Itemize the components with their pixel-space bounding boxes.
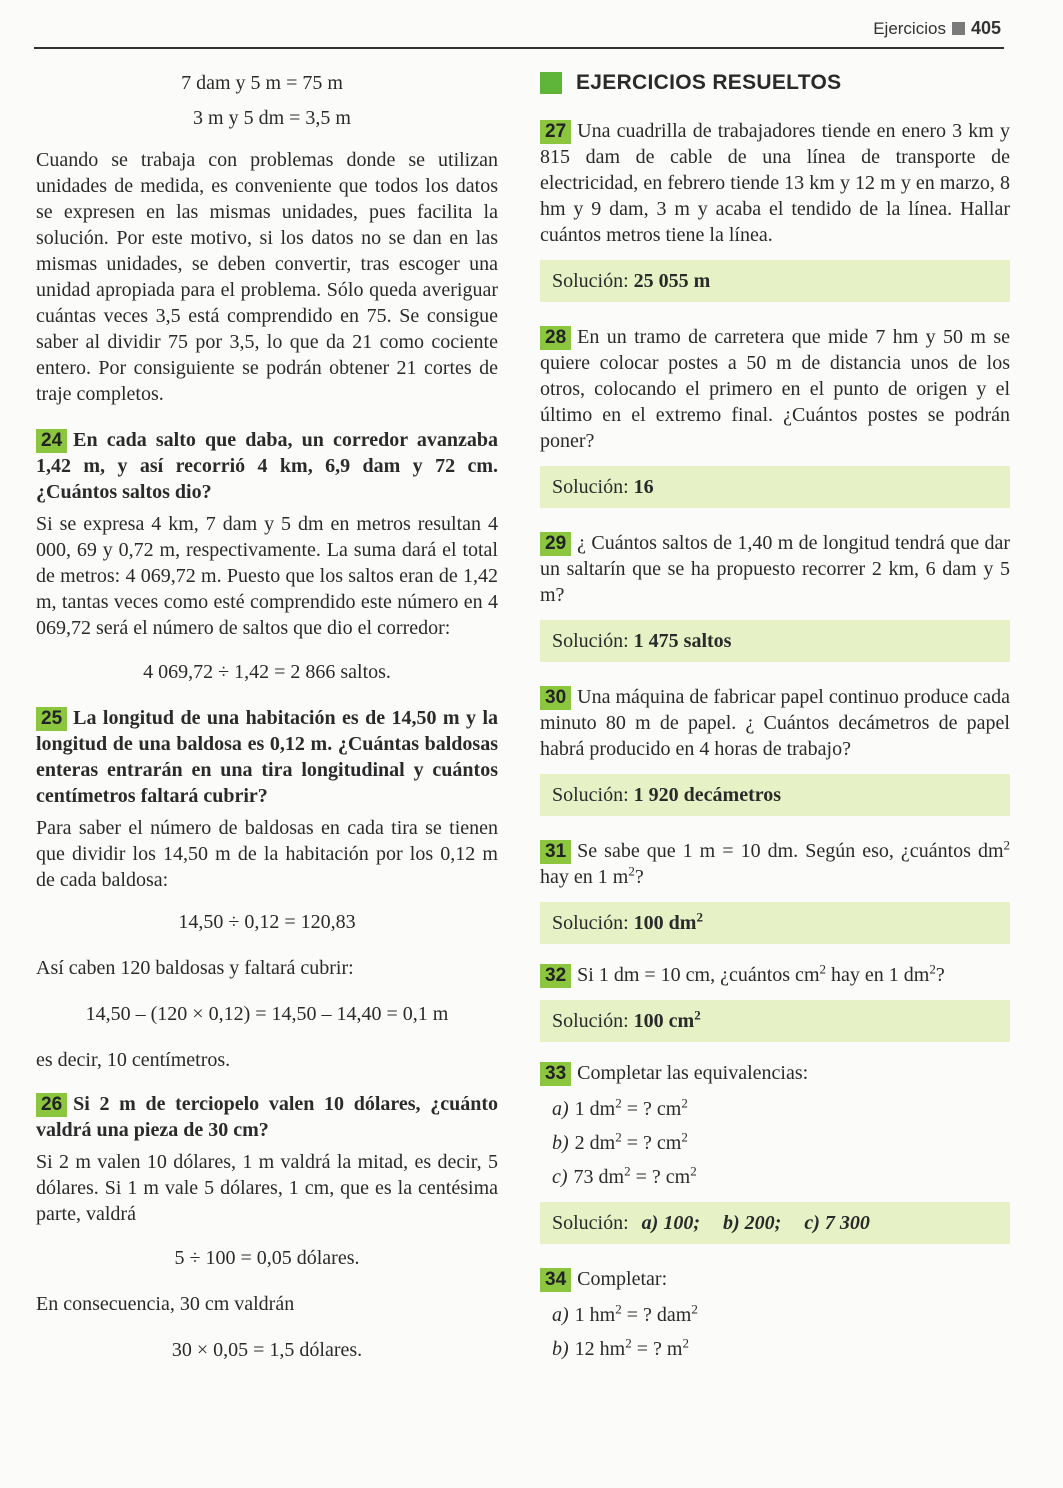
problem-number: 27	[540, 120, 571, 144]
solution-box	[540, 1000, 1010, 1042]
question-text: ¿ Cuántos saltos de 1,40 m de longitud tendrá que dar un saltarín que se ha propuesto recorrer 2 km, 6 dam y 5 m?	[540, 532, 1010, 606]
left-column	[36, 70, 498, 1363]
problem-31	[540, 838, 1010, 890]
section-name: Ejercicios	[873, 18, 946, 38]
paragraph: es decir, 10 centímetros.	[36, 1049, 231, 1071]
exponent: 2	[696, 909, 703, 925]
list-item: c) 73 $dm^2$ = ? $cm^2$	[552, 1163, 697, 1188]
problem-26-answer: Si 2 m valen 10 dólares, 1 m valdrá la mitad, es decir, 5 dólares. Si 1 m vale 5 dólares, 1 cm, que es la centésima parte, valdrá	[36, 1151, 498, 1225]
problem-29	[540, 530, 1010, 608]
solution-value: 1 475 saltos	[633, 630, 732, 652]
solution-value: 100 cm	[633, 1010, 695, 1032]
square-icon	[540, 72, 562, 94]
right-column	[540, 70, 1010, 1362]
solution-box	[540, 1202, 1010, 1244]
square-icon	[952, 22, 965, 35]
question-text: ?	[935, 964, 945, 986]
solution-value: 100 dm	[633, 912, 697, 934]
header-rule	[34, 47, 1004, 49]
question-text: Una máquina de fabricar papel continuo produce cada minuto 80 m de papel. ¿ Cuántos decámetros de papel habrá producido en 4 horas de trabajo?	[540, 686, 1010, 760]
paragraph: En consecuencia, 30 cm valdrán	[36, 1293, 295, 1315]
problem-34	[540, 1266, 1010, 1292]
solution-label: Solución:	[552, 1212, 629, 1234]
problem-number: 26	[36, 1093, 67, 1117]
equation: 5 ÷ 100 = 0,05 dólares.	[174, 1247, 360, 1269]
problem-32	[540, 962, 1010, 988]
problem-24-answer: Si se expresa 4 km, 7 dam y 5 dm en metros resultan 4 000, 69 y 0,72 m, respectivamente. La suma dará el total de metros: 4 069,72 m. Puesto que los saltos eran de 1,42 m, tantas veces como esté comprendido este número en 4 069,72 será el número de saltos que dio el corredor:	[36, 513, 498, 639]
section-heading	[540, 70, 1010, 96]
page-number: 405	[970, 18, 1001, 38]
question-text: hay en 1 dm	[826, 964, 930, 986]
problem-number: 29	[540, 532, 571, 556]
equation: 14,50 – (120 × 0,12) = 14,50 – 14,40 = 0,1 m	[85, 1003, 449, 1025]
equation: 4 069,72 ÷ 1,42 = 2 866 saltos.	[143, 661, 391, 683]
solution-label: Solución:	[552, 476, 629, 498]
solution-value: c) 7 300	[804, 1212, 870, 1234]
solution-box	[540, 620, 1010, 662]
list-item: b) 12 $hm^2$ = ? $m^2$	[552, 1335, 689, 1360]
problem-number: 31	[540, 840, 571, 864]
question-text: En un tramo de carretera que mide 7 hm y 50 m se quiere colocar postes a 50 m de distancia unos de los otros, colocando el primero en el punto de origen y el último en el extremo final. ¿Cuántos postes se podrán poner?	[540, 326, 1010, 452]
solution-label: Solución:	[552, 270, 629, 292]
problem-25-answer: Para saber el número de baldosas en cada tira se tienen que dividir los 14,50 m de la habitación por los 0,12 m de cada baldosa:	[36, 817, 498, 891]
solution-box	[540, 260, 1010, 302]
solution-label: Solución:	[552, 784, 629, 806]
solution-box	[540, 902, 1010, 944]
question-text: La longitud de una habitación es de 14,50 m y la longitud de una baldosa es 0,12 m. ¿Cuántas baldosas enteras entrarán en una tira longitudinal y cuántos centímetros faltará cubrir?	[36, 707, 498, 807]
section-title: EJERCICIOS RESUELTOS	[576, 71, 842, 94]
solution-value: b) 200;	[723, 1212, 782, 1234]
exponent: 2	[929, 961, 936, 977]
question-text: En cada salto que daba, un corredor avanzaba 1,42 m, y así recorrió 4 km, 6,9 dam y 72 cm. ¿Cuántos saltos dio?	[36, 429, 498, 503]
exponent: 2	[1003, 837, 1010, 853]
problem-28	[540, 324, 1010, 454]
solution-box	[540, 774, 1010, 816]
question-text: Si 1 dm = 10 cm, ¿cuántos cm	[577, 964, 820, 986]
solution-value: 16	[633, 476, 654, 498]
solution-value: a) 100;	[641, 1212, 700, 1234]
solution-value: 25 055 m	[633, 270, 711, 292]
problem-number: 30	[540, 686, 571, 710]
problem-number: 33	[540, 1062, 571, 1086]
exponent: 2	[628, 863, 635, 879]
list-item: a) 1 $dm^2$ = ? $cm^2$	[552, 1095, 688, 1120]
solution-label: Solución:	[552, 630, 629, 652]
problem-number: 32	[540, 964, 571, 988]
solution-label: Solución:	[552, 1010, 629, 1032]
question-text: Se sabe que 1 m = 10 dm. Según eso, ¿cuántos dm	[577, 840, 1004, 862]
problem-24-question	[36, 427, 498, 505]
solution-box	[540, 466, 1010, 508]
problem-number: 24	[36, 429, 67, 453]
list-item: a) 1 $hm^2$ = ? dam$^2$	[552, 1301, 698, 1326]
equation: 7 dam y 5 m = 75 m	[181, 72, 343, 94]
exponent: 2	[819, 961, 826, 977]
equation: 3 m y 5 dm = 3,5 m	[193, 107, 351, 129]
equation: 30 × 0,05 = 1,5 dólares.	[171, 1339, 363, 1361]
problem-26-question	[36, 1091, 498, 1143]
problem-30	[540, 684, 1010, 762]
equation: 14,50 ÷ 0,12 = 120,83	[178, 911, 356, 933]
question-text: Una cuadrilla de trabajadores tiende en enero 3 km y 815 dam de cable de una línea de transporte de electricidad, en febrero tiende 13 km y 12 m y en marzo, 8 hm y 9 dam, 3 m y acaba el tendido de la línea. Hallar cuántos metros tiene la línea.	[540, 120, 1010, 246]
problem-number: 28	[540, 326, 571, 350]
paragraph: Así caben 120 baldosas y faltará cubrir:	[36, 957, 354, 979]
list-item: b) 2 $dm^2$ = ? $cm^2$	[552, 1129, 688, 1154]
problem-27	[540, 118, 1010, 248]
paragraph: Cuando se trabaja con problemas donde se utilizan unidades de medida, es conveniente que todos los datos se expresen en las mismas unidades, pues facilita la solución. Por este motivo, si los datos no se dan en las mismas unidades, se deben convertir, tras escoger una unidad apropiada para el problema. Sólo queda averiguar cuántas veces 3,5 está comprendido en 75. Se consigue saber al dividir 75 por 3,5, lo que da 21 como cociente entero. Por consiguiente se podrán obtener 21 cortes de traje completos.	[36, 149, 498, 405]
question-text: Completar:	[577, 1268, 668, 1290]
problem-33	[540, 1060, 1010, 1086]
solution-value: 1 920 decámetros	[633, 784, 782, 806]
problem-number: 34	[540, 1268, 571, 1292]
exponent: 2	[694, 1007, 701, 1023]
question-text: Completar las equivalencias:	[577, 1062, 809, 1084]
solution-label: Solución:	[552, 912, 629, 934]
question-text: ?	[634, 866, 644, 888]
problem-25-question	[36, 705, 498, 809]
page-header	[873, 18, 1001, 39]
question-text: Si 2 m de terciopelo valen 10 dólares, ¿cuánto valdrá una pieza de 30 cm?	[36, 1093, 498, 1141]
problem-number: 25	[36, 707, 67, 731]
question-text: hay en 1 m	[540, 866, 629, 888]
